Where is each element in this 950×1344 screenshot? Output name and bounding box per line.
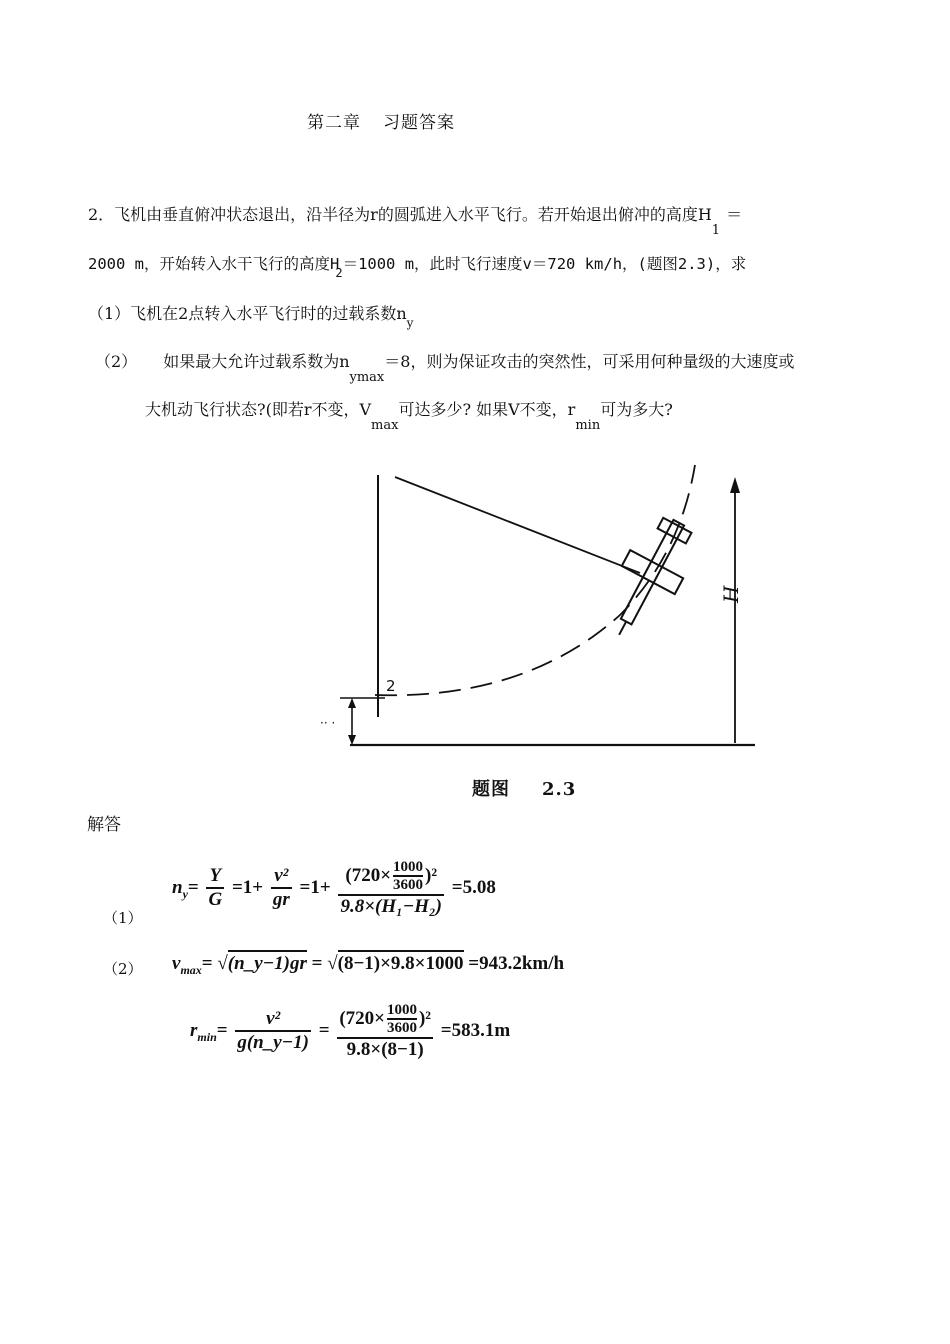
eq3-f2-num-a: (720×: [339, 1008, 385, 1030]
eq1-inner-num: 1000: [393, 859, 424, 875]
vmax-subscript: max: [371, 418, 399, 433]
question-2-line-2: [145, 397, 673, 433]
eq1-f3-num: [338, 860, 444, 896]
eq3-frac-2: [337, 1003, 433, 1060]
eq3-equals: =: [216, 1020, 228, 1042]
eq3-f2-num-b: )²: [418, 1008, 432, 1030]
eq1-equals: =: [187, 877, 199, 899]
h1-subscript: 1: [711, 223, 721, 238]
sqrt-icon: √: [217, 953, 228, 974]
problem-line-1-end: ＝: [726, 205, 743, 224]
eq3-frac-1: [235, 1009, 311, 1054]
title-label: 习题答案: [383, 113, 455, 133]
nymax-subscript: ymax: [349, 370, 385, 385]
small-height-arrow-up-icon: [348, 698, 356, 708]
figure-caption-b: 2.3: [542, 779, 577, 800]
figure-dive-recovery: [300, 455, 770, 765]
question-2-label: （2）: [95, 352, 138, 371]
eq1-f1-den: G: [208, 889, 223, 911]
problem-line-2-b: ＝1000 m，此时飞行速度v＝720 km/h，(题图2.3)，求: [342, 255, 747, 273]
eq1-lhs: n: [172, 877, 183, 899]
eq1-frac-3: [338, 860, 444, 917]
small-height-arrow-down-icon: [348, 735, 356, 745]
eq1-frac-1: [206, 866, 224, 911]
eq1-lhs-sub: y: [182, 886, 188, 901]
eq1-f2-num: v²: [271, 866, 292, 889]
eq1-f3-num-b: )²: [425, 865, 438, 887]
eq3-equals-b: =: [318, 1020, 330, 1042]
eq3-f2-den: 9.8×(8−1): [346, 1038, 424, 1060]
eq2-equals-b: =: [311, 953, 323, 974]
eq2-lhs-sub: max: [180, 962, 202, 977]
eq1-inner-den: 3600: [393, 877, 424, 893]
eq2-result: =943.2km/h: [468, 953, 565, 974]
problem-line-2: [88, 252, 747, 280]
eq1-inner-frac: [393, 860, 423, 894]
eq3-f1-den: g(n_y−1): [237, 1032, 309, 1054]
page-title: [307, 108, 455, 133]
answer-heading: 解答: [87, 815, 121, 835]
question-2-line-2-b: 可达多少? 如果V不变，r: [398, 400, 576, 419]
question-2-line-2-c: 可为多大?: [600, 400, 673, 419]
eq2-sqrt-1: (n_y−1)gr: [228, 950, 307, 974]
eq1-f2-den: gr: [272, 889, 290, 911]
chapter-label: 第二章: [307, 113, 361, 133]
eq2-sqrt-2: (8−1)×9.8×1000: [338, 950, 464, 974]
dots-label: ·· ·: [320, 716, 336, 730]
problem-line-2-a: 2000 m，开始转入水干飞行的高度H: [88, 255, 340, 273]
eq1-plus-2: =1+: [299, 877, 331, 899]
sqrt-icon-2: √: [327, 953, 338, 974]
eq2-equals: =: [201, 953, 213, 974]
aircraft-icon: [593, 509, 706, 649]
equation-3: [190, 1003, 510, 1060]
ny-subscript: y: [406, 316, 414, 330]
eq2-lhs: v: [172, 953, 181, 974]
eq1-f3-num-a: (720×: [345, 865, 392, 887]
figure-caption-a: 题图: [472, 779, 510, 800]
question-2-line-2-a: 大机动飞行状态?(即若r不变，V: [145, 400, 372, 419]
h2-subscript: 2: [335, 266, 343, 280]
eq3-inner-frac: [387, 1003, 417, 1037]
eq3-inner-den: 3600: [386, 1020, 417, 1036]
rmin-subscript: min: [575, 418, 601, 433]
question-2-text-a: 如果最大允许过载系数为n: [163, 352, 350, 371]
question-2-text-b: ＝8，则为保证攻击的突然性，可采用何种量级的大速度或: [384, 352, 795, 371]
figure-caption: [472, 775, 576, 801]
eq1-label: （1）: [103, 909, 143, 927]
eq2-label: （2）: [103, 960, 143, 978]
problem-line-1-text: 2．飞机由垂直俯冲状态退出，沿半径为r的圆弧进入水平飞行。若开始退出俯冲的高度H: [88, 205, 712, 224]
eq1-result: =5.08: [451, 877, 496, 899]
eq3-inner-num: 1000: [386, 1002, 417, 1018]
dive-line: [395, 477, 640, 573]
height-h-label: H: [719, 585, 743, 603]
eq3-f2-num: [337, 1003, 433, 1039]
eq1-f1-num: Y: [206, 866, 224, 889]
problem-line-1: [88, 202, 743, 238]
question-2: [95, 349, 795, 385]
eq3-f1-num: v²: [235, 1009, 311, 1032]
eq1-f3-den: 9.8×(H₁−H₂): [340, 895, 442, 917]
eq1-frac-2: [271, 866, 292, 911]
question-1-text: （1）飞机在2点转入水平飞行时的过载系数n: [88, 304, 407, 323]
point-2-label: 2: [386, 677, 396, 695]
eq3-result: =583.1m: [440, 1020, 511, 1042]
equation-1: [172, 860, 496, 917]
eq3-lhs-sub: min: [197, 1029, 217, 1044]
question-1: [88, 301, 414, 330]
height-arrow-icon: [730, 477, 740, 493]
equation-2: [172, 953, 564, 978]
eq3-lhs: r: [190, 1020, 198, 1042]
eq1-plus-1: =1+: [231, 877, 264, 899]
